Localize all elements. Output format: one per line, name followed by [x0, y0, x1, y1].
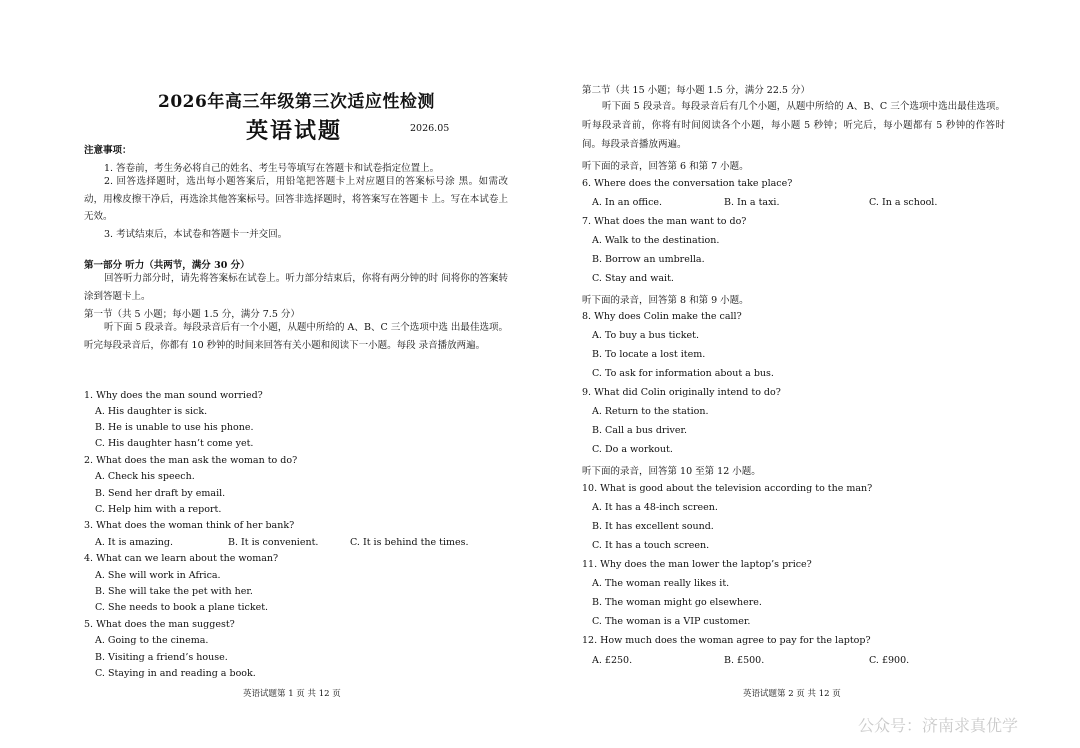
q9-option-b: B. Call a bus driver.	[592, 425, 687, 436]
instruction-6-7: 听下面的录音，回答第 6 和第 7 小题。	[582, 161, 749, 172]
subject-title: 英语试题	[246, 118, 343, 144]
q11-option-b: B. The woman might go elsewhere.	[592, 597, 762, 608]
q10-option-b: B. It has excellent sound.	[592, 521, 714, 532]
q1-option-c: C. His daughter hasn’t come yet.	[95, 438, 254, 449]
instruction-10-12: 听下面的录音，回答第 10 至第 12 小题。	[582, 466, 761, 477]
question-1: 1. Why does the man sound worried?	[84, 390, 263, 401]
question-7: 7. What does the man want to do?	[582, 216, 747, 227]
q1-option-a: A. His daughter is sick.	[95, 406, 208, 417]
question-6: 6. Where does the conversation take place?	[582, 178, 793, 189]
page-footer-1: 英语试题第 1 页 共 12 页	[243, 689, 341, 699]
instruction-8-9: 听下面的录音，回答第 8 和第 9 小题。	[582, 295, 749, 306]
page-footer-2: 英语试题第 2 页 共 12 页	[743, 689, 841, 699]
q4-option-a: A. She will work in Africa.	[95, 570, 221, 581]
part1-heading: 第一部分 听力（共两节，满分 30 分）	[84, 260, 250, 271]
q4-option-b: B. She will take the pet with her.	[95, 586, 253, 597]
q2-option-a: A. Check his speech.	[95, 471, 195, 482]
q8-option-b: B. To locate a lost item.	[592, 349, 706, 360]
q11-option-a: A. The woman really likes it.	[592, 578, 730, 589]
q7-option-b: B. Borrow an umbrella.	[592, 254, 705, 265]
exam-page-2	[540, 0, 1080, 748]
section1-intro: 听下面 5 段录音。每段录音后有一个小题，从题中所给的 A、B、C 三个选项中选 出最佳选项。听完每段录音后，你都有 10 秒钟的时间来回答有关小题和阅读下一小题。每段 录音播放两遍。	[84, 322, 508, 351]
q1-option-b: B. He is unable to use his phone.	[95, 422, 254, 433]
question-2: 2. What does the man ask the woman to do?	[84, 455, 298, 466]
q9-option-a: A. Return to the station.	[592, 406, 709, 417]
question-3: 3. What does the woman think of her bank?	[84, 520, 295, 531]
notice-heading: 注意事项：	[84, 145, 132, 156]
section2-intro: 听下面 5 段录音。每段录音后有几个小题，从题中所给的 A、B、C 三个选项中选出最佳选项。听每段录音前，你将有时间阅读各个小题，每小题 5 秒钟；听完后，每小题都有 5 秒钟的作答时间。每段录音播放两遍。	[582, 101, 1005, 150]
section1-heading: 第一节（共 5 小题；每小题 1.5 分，满分 7.5 分）	[84, 309, 300, 320]
q3-option-a: A. It is amazing.	[95, 537, 174, 548]
question-10: 10. What is good about the television according to the man?	[582, 483, 873, 494]
notice-item-1: 1. 答卷前，考生务必将自己的姓名、考生号等填写在答题卡和试卷指定位置上。	[104, 163, 440, 174]
question-9: 9. What did Colin originally intend to do?	[582, 387, 781, 398]
q8-option-c: C. To ask for information about a bus.	[592, 368, 774, 379]
section2-heading: 第二节（共 15 小题；每小题 1.5 分，满分 22.5 分）	[582, 85, 810, 96]
q10-option-a: A. It has a 48-inch screen.	[592, 502, 718, 513]
q3-option-b: B. It is convenient.	[228, 537, 319, 548]
part1-intro: 回答听力部分时，请先将答案标在试卷上。听力部分结束后，你将有两分钟的时 间将你的答案转涂到答题卡上。	[84, 273, 508, 302]
q6-option-b: B. In a taxi.	[724, 197, 780, 208]
q4-option-c: C. She needs to book a plane ticket.	[95, 602, 269, 613]
question-11: 11. Why does the man lower the laptop’s price?	[582, 559, 812, 570]
q9-option-c: C. Do a workout.	[592, 444, 673, 455]
q2-option-b: B. Send her draft by email.	[95, 488, 226, 499]
q6-option-a: A. In an office.	[592, 197, 663, 208]
question-4: 4. What can we learn about the woman?	[84, 553, 279, 564]
question-5: 5. What does the man suggest?	[84, 619, 235, 630]
exam-date: 2026.05	[410, 123, 450, 134]
watermark: 公众号：济南求真优学	[858, 716, 1019, 735]
q12-option-a: A. £250.	[592, 655, 633, 666]
q7-option-c: C. Stay and wait.	[592, 273, 674, 284]
q2-option-c: C. Help him with a report.	[95, 504, 222, 515]
q5-option-c: C. Staying in and reading a book.	[95, 668, 256, 679]
q10-option-c: C. It has a touch screen.	[592, 540, 710, 551]
q5-option-b: B. Visiting a friend’s house.	[95, 652, 228, 663]
q7-option-a: A. Walk to the destination.	[592, 235, 720, 246]
question-8: 8. Why does Colin make the call?	[582, 311, 742, 322]
q12-option-b: B. £500.	[724, 655, 765, 666]
q6-option-c: C. In a school.	[869, 197, 938, 208]
exam-title: 2026年高三年级第三次适应性检测	[158, 92, 435, 112]
q8-option-a: A. To buy a bus ticket.	[592, 330, 699, 341]
q5-option-a: A. Going to the cinema.	[95, 635, 209, 646]
q11-option-c: C. The woman is a VIP customer.	[592, 616, 751, 627]
notice-item-3: 3. 考试结束后，本试卷和答题卡一并交回。	[104, 229, 288, 240]
q3-option-c: C. It is behind the times.	[350, 537, 469, 548]
q12-option-c: C. £900.	[869, 655, 910, 666]
notice-item-2: 2. 回答选择题时，选出每小题答案后，用铅笔把答题卡上对应题目的答案标号涂 黑。如需改动，用橡皮擦干净后，再选涂其他答案标号。回答非选择题时，将答案写在答题卡 上。写在本试卷上无效。	[84, 176, 508, 222]
question-12: 12. How much does the woman agree to pay for the laptop?	[582, 635, 871, 646]
